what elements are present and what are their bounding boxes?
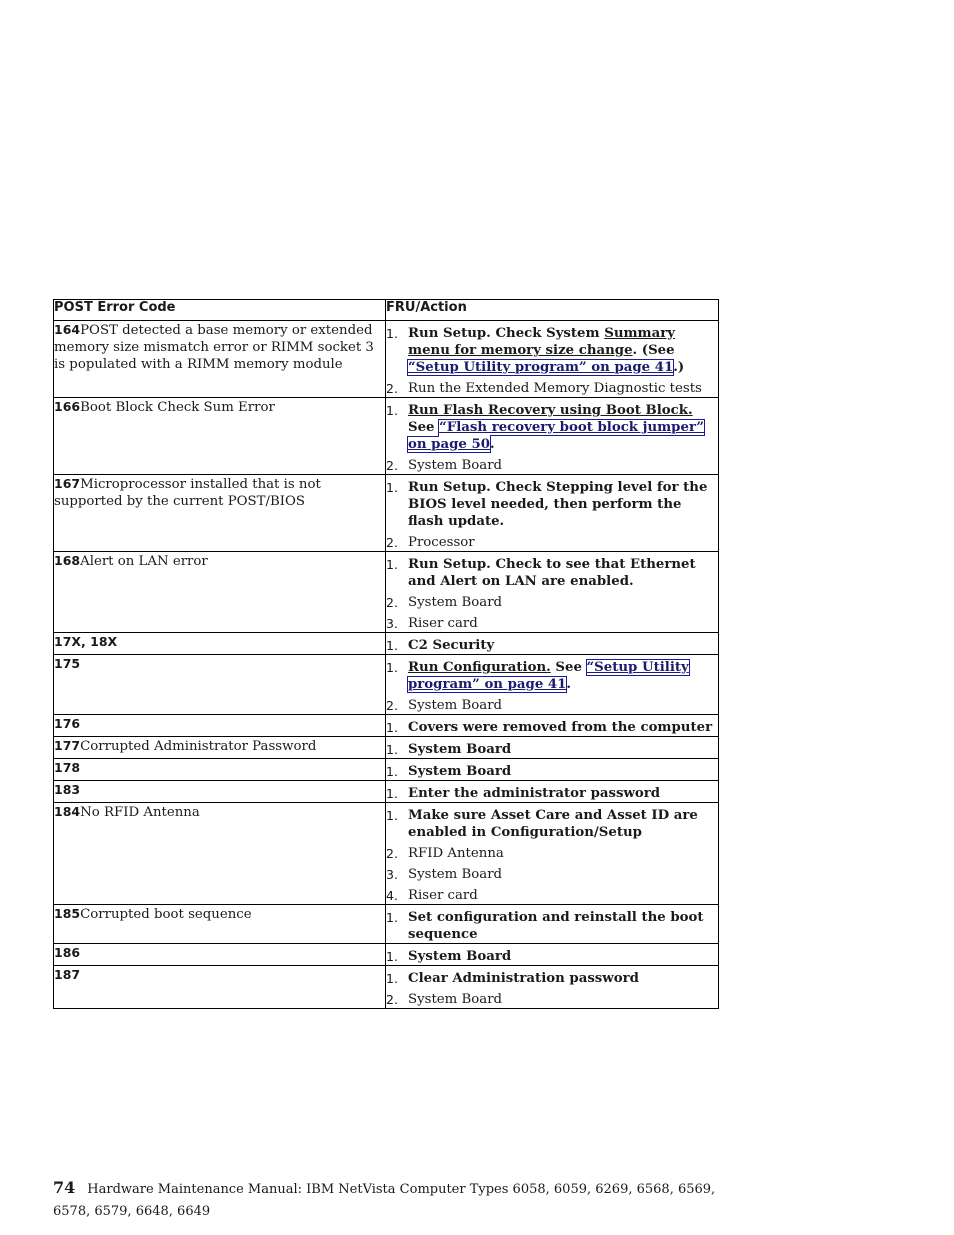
- action-text-emphasis: Summary menu for memory size change: [408, 326, 675, 358]
- action-item: [386, 479, 718, 530]
- action-text-plain: RFID Antenna: [408, 846, 504, 861]
- action-number: 1.: [386, 808, 398, 823]
- action-text-plain: System Board: [408, 992, 503, 1007]
- error-code: 168: [54, 553, 81, 568]
- cross-reference-link[interactable]: “Setup Utility program” on page 41: [408, 360, 674, 375]
- action-text-bold: See: [408, 420, 440, 435]
- table-row: [54, 655, 719, 715]
- error-description: No RFID Antenna: [80, 805, 200, 820]
- action-text: [408, 380, 718, 397]
- error-code-cell: [54, 905, 386, 944]
- action-list: [386, 402, 718, 474]
- fru-action-cell: [386, 737, 719, 759]
- action-number: 1.: [386, 326, 398, 341]
- action-text: [408, 948, 718, 965]
- action-number: 2.: [386, 846, 398, 861]
- action-number: 1.: [386, 720, 398, 735]
- action-text-plain: Run the Extended Memory Diagnostic tests: [408, 381, 702, 396]
- cross-reference-link[interactable]: “Setup Utility program” on page 41: [408, 660, 689, 692]
- action-item: [386, 697, 718, 714]
- action-text-bold: Covers were removed from the computer: [408, 720, 713, 735]
- action-number: 1.: [386, 638, 398, 653]
- action-list: [386, 909, 718, 943]
- error-code: 175: [54, 656, 81, 671]
- action-text-plain: System Board: [408, 595, 503, 610]
- error-description: Boot Block Check Sum Error: [80, 400, 275, 415]
- cross-reference-link[interactable]: “Flash recovery boot block jumper” on page 50: [408, 420, 705, 452]
- table-body: [54, 321, 719, 1009]
- action-number: 1.: [386, 557, 398, 572]
- action-list: [386, 719, 718, 736]
- table-row: [54, 552, 719, 633]
- error-code: 185: [54, 906, 81, 921]
- post-error-table: [53, 299, 719, 1009]
- fru-action-cell: [386, 966, 719, 1009]
- action-item: [386, 866, 718, 883]
- action-item: [386, 534, 718, 551]
- table-row: [54, 966, 719, 1009]
- error-code-cell: [54, 398, 386, 475]
- fru-action-cell: [386, 655, 719, 715]
- table-row: [54, 715, 719, 737]
- action-number: 1.: [386, 480, 398, 495]
- error-code: 186: [54, 945, 81, 960]
- action-text: [408, 457, 718, 474]
- error-code-cell: [54, 966, 386, 1009]
- column-header-code: POST Error Code: [54, 300, 386, 321]
- action-text: [408, 763, 718, 780]
- action-number: 4.: [386, 888, 398, 903]
- fru-action-cell: [386, 944, 719, 966]
- action-number: 1.: [386, 910, 398, 925]
- table-row: [54, 803, 719, 905]
- error-code-cell: [54, 737, 386, 759]
- action-text-plain: System Board: [408, 458, 503, 473]
- error-code-cell: [54, 475, 386, 552]
- action-text-emphasis: Run Configuration.: [408, 660, 551, 675]
- action-text: [408, 741, 718, 758]
- action-item: [386, 594, 718, 611]
- table-row: [54, 475, 719, 552]
- action-text: [408, 637, 718, 654]
- action-text: [408, 887, 718, 904]
- error-code: 177: [54, 738, 81, 753]
- action-number: 1.: [386, 742, 398, 757]
- action-text-bold: System Board: [408, 764, 512, 779]
- action-text-plain: Riser card: [408, 616, 478, 631]
- action-text-bold: .): [673, 360, 685, 375]
- error-code: 178: [54, 760, 81, 775]
- action-item: [386, 887, 718, 904]
- action-number: 2.: [386, 992, 398, 1007]
- action-text: [408, 479, 718, 530]
- action-text: [408, 970, 718, 987]
- action-item: [386, 970, 718, 987]
- action-number: 1.: [386, 660, 398, 675]
- fru-action-cell: [386, 321, 719, 398]
- action-text-plain: Processor: [408, 535, 475, 550]
- action-text-plain: System Board: [408, 698, 503, 713]
- action-item: [386, 719, 718, 736]
- fru-action-cell: [386, 803, 719, 905]
- action-list: [386, 948, 718, 965]
- action-text-bold: C2 Security: [408, 638, 495, 653]
- action-text-emphasis: Run Flash Recovery using Boot Block.: [408, 403, 693, 418]
- table-header-row: [54, 300, 719, 321]
- action-text-plain: System Board: [408, 867, 503, 882]
- table-row: [54, 737, 719, 759]
- action-text: [408, 697, 718, 714]
- action-list: [386, 785, 718, 802]
- error-code: 167: [54, 476, 81, 491]
- action-text: [408, 991, 718, 1008]
- error-code-cell: [54, 655, 386, 715]
- action-number: 1.: [386, 949, 398, 964]
- action-number: 2.: [386, 595, 398, 610]
- action-list: [386, 325, 718, 397]
- action-text: [408, 785, 718, 802]
- action-text: [408, 845, 718, 862]
- action-text-bold: System Board: [408, 742, 512, 757]
- page-number: 74: [53, 1178, 76, 1197]
- error-description: Microprocessor installed that is not supported by the current POST/BIOS: [54, 477, 321, 509]
- action-text-bold: Make sure Asset Care and Asset ID are enabled in Configuration/Setup: [408, 808, 698, 840]
- error-code: 164: [54, 322, 81, 337]
- fru-action-cell: [386, 475, 719, 552]
- action-number: 1.: [386, 786, 398, 801]
- table-row: [54, 759, 719, 781]
- action-text: [408, 534, 718, 551]
- action-text-bold: Enter the administrator password: [408, 786, 661, 801]
- action-text-bold: Clear Administration password: [408, 971, 639, 986]
- action-item: [386, 380, 718, 397]
- action-number: 1.: [386, 403, 398, 418]
- action-text-bold: .: [566, 677, 572, 692]
- action-number: 3.: [386, 867, 398, 882]
- error-description: Alert on LAN error: [80, 554, 208, 569]
- table-row: [54, 321, 719, 398]
- action-item: [386, 637, 718, 654]
- action-text: [408, 594, 718, 611]
- action-text: [408, 866, 718, 883]
- error-description: Corrupted boot sequence: [80, 907, 252, 922]
- fru-action-cell: [386, 759, 719, 781]
- action-item: [386, 457, 718, 474]
- error-code: 176: [54, 716, 81, 731]
- error-code-cell: [54, 759, 386, 781]
- error-code-cell: [54, 803, 386, 905]
- error-code-cell: [54, 552, 386, 633]
- action-text-bold: .: [489, 437, 495, 452]
- error-code: 166: [54, 399, 81, 414]
- action-item: [386, 659, 718, 693]
- action-item: [386, 615, 718, 632]
- action-list: [386, 637, 718, 654]
- footer-text: Hardware Maintenance Manual: IBM NetVista Computer Types 6058, 6059, 6269, 6568, 6569, 6578, 6579, 6648, 6649: [53, 1182, 716, 1219]
- action-text-bold: Run Setup. Check to see that Ethernet and Alert on LAN are enabled.: [408, 557, 696, 589]
- action-text: [408, 325, 718, 376]
- action-item: [386, 785, 718, 802]
- error-code-cell: [54, 321, 386, 398]
- error-code-cell: [54, 715, 386, 737]
- action-item: [386, 909, 718, 943]
- action-text: [408, 719, 718, 736]
- action-list: [386, 556, 718, 632]
- action-list: [386, 479, 718, 551]
- action-list: [386, 970, 718, 1008]
- action-text: [408, 909, 718, 943]
- table-row: [54, 633, 719, 655]
- error-description: POST detected a base memory or extended memory size mismatch error or RIMM socket 3 is populated with a RIMM memory module: [54, 323, 374, 372]
- action-text: [408, 615, 718, 632]
- action-number: 2.: [386, 698, 398, 713]
- action-text-bold: See: [550, 660, 587, 675]
- error-code-cell: [54, 944, 386, 966]
- error-code-cell: [54, 781, 386, 803]
- action-item: [386, 763, 718, 780]
- error-code-cell: [54, 633, 386, 655]
- action-item: [386, 402, 718, 453]
- page-footer: [53, 1177, 723, 1223]
- action-text-plain: Riser card: [408, 888, 478, 903]
- fru-action-cell: [386, 398, 719, 475]
- table-row: [54, 781, 719, 803]
- action-item: [386, 991, 718, 1008]
- action-item: [386, 741, 718, 758]
- action-text-bold: Set configuration and reinstall the boot sequence: [408, 910, 704, 942]
- action-text-bold: System Board: [408, 949, 512, 964]
- action-list: [386, 741, 718, 758]
- action-number: 2.: [386, 458, 398, 473]
- action-number: 3.: [386, 616, 398, 631]
- fru-action-cell: [386, 781, 719, 803]
- action-number: 2.: [386, 535, 398, 550]
- action-number: 2.: [386, 381, 398, 396]
- action-list: [386, 659, 718, 714]
- action-item: [386, 556, 718, 590]
- fru-action-cell: [386, 715, 719, 737]
- action-list: [386, 763, 718, 780]
- action-text-bold: Run Setup. Check System: [408, 326, 605, 341]
- error-description: Corrupted Administrator Password: [80, 739, 317, 754]
- action-text-bold: . (See: [632, 343, 675, 358]
- error-code: 183: [54, 782, 81, 797]
- action-list: [386, 807, 718, 904]
- error-code: 187: [54, 967, 81, 982]
- action-number: 1.: [386, 764, 398, 779]
- table-row: [54, 944, 719, 966]
- fru-action-cell: [386, 905, 719, 944]
- action-item: [386, 807, 718, 841]
- table-row: [54, 398, 719, 475]
- action-text-bold: Run Setup. Check Stepping level for the BIOS level needed, then perform the flash update.: [408, 480, 708, 529]
- error-code: 17X, 18X: [54, 634, 118, 649]
- action-item: [386, 845, 718, 862]
- action-text: [408, 807, 718, 841]
- action-item: [386, 948, 718, 965]
- column-header-action: FRU/Action: [386, 300, 719, 321]
- fru-action-cell: [386, 633, 719, 655]
- action-text: [408, 556, 718, 590]
- action-item: [386, 325, 718, 376]
- table-row: [54, 905, 719, 944]
- action-text: [408, 402, 718, 453]
- action-text: [408, 659, 718, 693]
- action-number: 1.: [386, 971, 398, 986]
- fru-action-cell: [386, 552, 719, 633]
- error-code: 184: [54, 804, 81, 819]
